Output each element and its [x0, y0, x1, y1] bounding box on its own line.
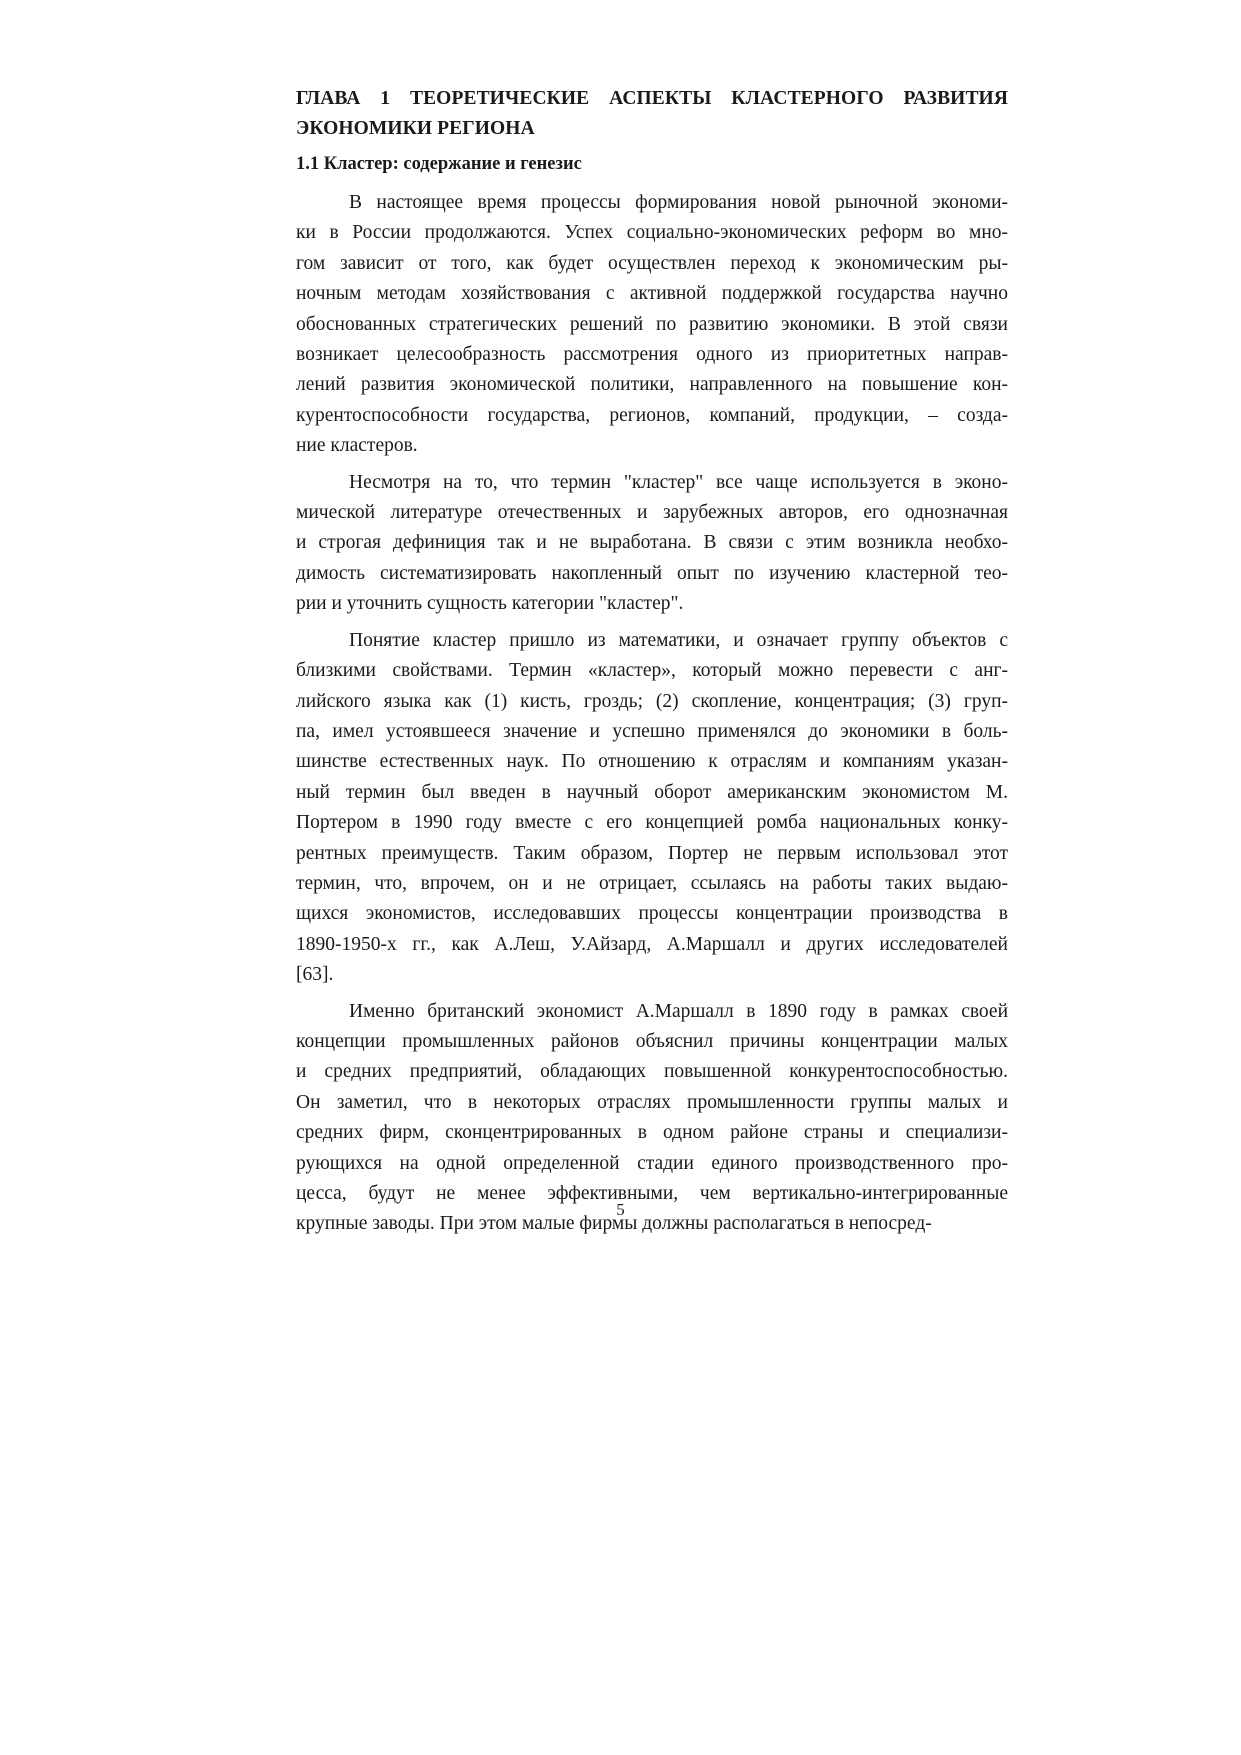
document-page: [296, 84, 1008, 1246]
section-title: 1.1 Кластер: содержание и генезис: [296, 154, 582, 174]
paragraph-line: крупные заводы. При этом малые фирмы должны располагаться в непосред-: [296, 1213, 932, 1235]
paragraph-line: Он заметил, что в некоторых отраслях промышленности группы малых и: [296, 1091, 1008, 1113]
paragraph-line: и строгая дефиниция так и не выработана. В связи с этим возникла необхо-: [296, 532, 1008, 554]
paragraph-line: лийского языка как (1) кисть, гроздь; (2) скопление, концентрация; (3) груп-: [296, 690, 1008, 712]
paragraph-line: рии и уточнить сущность категории "кластер".: [296, 593, 684, 615]
paragraph-line: ки в России продолжаются. Успех социально-экономических реформ во мно-: [296, 222, 1008, 244]
paragraph-line: щихся экономистов, исследовавших процессы концентрации производства в: [296, 903, 1008, 925]
chapter-title-line-2: ЭКОНОМИКИ РЕГИОНА: [296, 118, 535, 139]
paragraph-line: курентоспособности государства, регионов, компаний, продукции, – созда-: [296, 404, 1008, 426]
paragraph-line: лений развития экономической политики, направленного на повышение кон-: [296, 374, 1008, 396]
page-number: 5: [616, 1200, 625, 1219]
paragraph-line: шинстве естественных наук. По отношению к отраслям и компаниям указан-: [296, 751, 1008, 773]
paragraph-line: Именно британский экономист А.Маршалл в 1890 году в рамках своей: [349, 1000, 1008, 1022]
body-text: [296, 188, 1008, 1240]
paragraph-line: близкими свойствами. Термин «кластер», который можно перевести с анг-: [296, 660, 1008, 682]
paragraph-line: ночным методам хозяйствования с активной поддержкой государства научно: [296, 283, 1008, 305]
paragraph-line: В настоящее время процессы формирования новой рыночной экономи-: [349, 192, 1008, 213]
paragraph-line: Понятие кластер пришло из математики, и означает группу объектов с: [349, 629, 1008, 651]
paragraph-line: концепции промышленных районов объяснил причины концентрации малых: [296, 1030, 1008, 1052]
paragraph-line: ный термин был введен в научный оборот американским экономистом М.: [296, 781, 1008, 803]
chapter-title: [296, 84, 1008, 144]
paragraph-line: димость систематизировать накопленный опыт по изучению кластерной тео-: [296, 562, 1008, 584]
paragraph-line: гом зависит от того, как будет осуществлен переход к экономическим ры-: [296, 252, 1008, 274]
paragraph-line: мической литературе отечественных и зарубежных авторов, его однозначная: [296, 502, 1008, 524]
paragraph-line: термин, что, впрочем, он и не отрицает, ссылаясь на работы таких выдаю-: [296, 872, 1008, 894]
paragraph-line: средних фирм, сконцентрированных в одном районе страны и специализи-: [296, 1122, 1008, 1144]
paragraph-line: рующихся на одной определенной стадии единого производственного про-: [296, 1152, 1008, 1174]
paragraph-line: возникает целесообразность рассмотрения одного из приоритетных направ-: [296, 344, 1008, 366]
paragraph-line: обоснованных стратегических решений по развитию экономики. В этой связи: [296, 313, 1008, 335]
paragraph-line: 1890-1950-х гг., как А.Леш, У.Айзард, А.Маршалл и других исследователей: [296, 933, 1008, 955]
paragraph-line: Портером в 1990 году вместе с его концепцией ромба национальных конку-: [296, 812, 1008, 834]
paragraph-line: цесса, будут не менее эффективными, чем вертикально-интегрированные: [296, 1183, 1008, 1204]
paragraph-line: и средних предприятий, обладающих повышенной конкурентоспособностью.: [296, 1061, 1008, 1083]
paragraph: [296, 188, 1008, 462]
paragraph-line: Несмотря на то, что термин "кластер" все чаще используется в эконо-: [349, 471, 1008, 493]
paragraph-line: па, имел устоявшееся значение и успешно применялся до экономики в боль-: [296, 720, 1008, 742]
chapter-title-line-1: ГЛАВА 1 ТЕОРЕТИЧЕСКИЕ АСПЕКТЫ КЛАСТЕРНОГО РАЗВИТИЯ: [296, 88, 1008, 109]
paragraph: [296, 626, 1008, 991]
paragraph-line: [63].: [296, 964, 334, 986]
paragraph: [296, 468, 1008, 620]
paragraph-line: рентных преимуществ. Таким образом, Портер не первым использовал этот: [296, 842, 1008, 864]
paragraph-line: ние кластеров.: [296, 435, 418, 457]
